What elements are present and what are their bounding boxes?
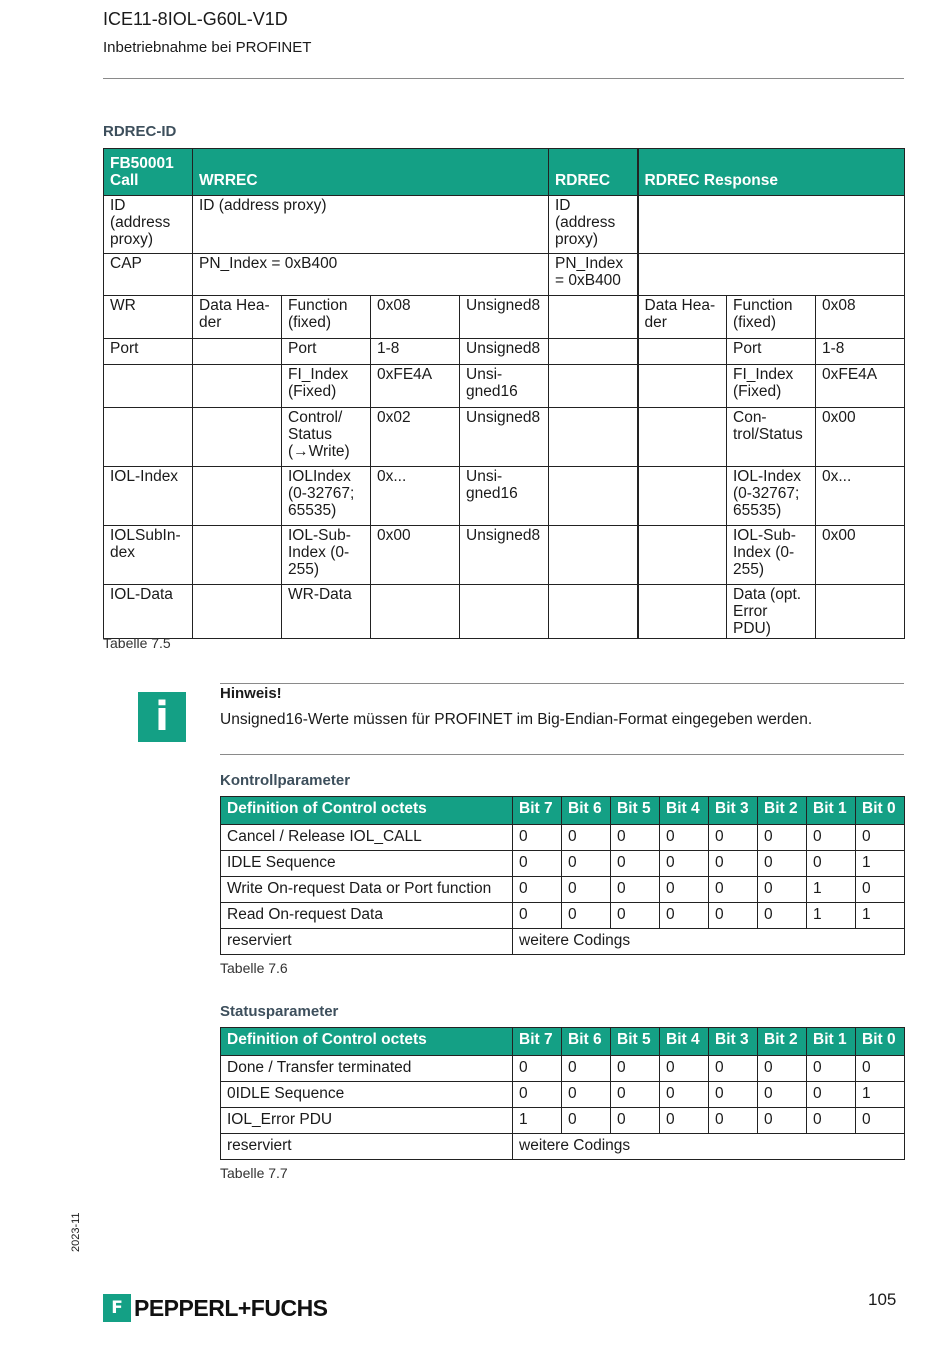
control-params-table (220, 796, 905, 955)
bit-cell: 0 (709, 851, 758, 877)
row-label: Write On-request Data or Port function (221, 877, 513, 903)
bit-cell: 0 (856, 1108, 905, 1134)
logo-mark-icon: F (103, 1294, 131, 1322)
header-bit-1: Bit 1 (807, 797, 856, 825)
header-bit-3: Bit 3 (709, 1028, 758, 1056)
row-label: reserviert (221, 1134, 513, 1160)
header-wrrec: WRREC (193, 149, 549, 196)
table-cell: IOL-Data (104, 585, 193, 639)
row-label: 0IDLE Sequence (221, 1082, 513, 1108)
table-cell: Unsigned8 (460, 296, 549, 339)
bit-cell: 0 (660, 1108, 709, 1134)
note-text: Unsigned16-Werte müssen für PROFINET im Big-Endian-Format eingegeben werden. (220, 711, 813, 728)
bit-cell: 0 (660, 903, 709, 929)
bit-cell: 0 (807, 851, 856, 877)
table-cell: IOLIndex (0-32767; 65535) (282, 467, 371, 526)
table-cell: Port (727, 339, 816, 365)
row-label: Read On-request Data (221, 903, 513, 929)
table-cell (549, 526, 638, 585)
table-cell: 0x00 (816, 526, 905, 585)
table-cell (638, 254, 905, 296)
bit-cell: 0 (660, 1082, 709, 1108)
header-bit-7: Bit 7 (513, 1028, 562, 1056)
table-row (221, 877, 905, 903)
table-cell: ID (address proxy) (549, 196, 638, 254)
header-definition: Definition of Control octets (221, 797, 513, 825)
table-cell: Function (fixed) (727, 296, 816, 339)
bit-cell: 0 (562, 851, 611, 877)
bit-cell: 0 (611, 1056, 660, 1082)
bit-cell: 0 (562, 825, 611, 851)
bit-cell: 1 (513, 1108, 562, 1134)
bit-cell: 0 (660, 877, 709, 903)
bit-cell: 0 (562, 877, 611, 903)
info-icon: i (138, 692, 186, 742)
header-bit-7: Bit 7 (513, 797, 562, 825)
bit-cell: 0 (807, 825, 856, 851)
table-cell: 0x... (371, 467, 460, 526)
table-cell: 0xFE4A (816, 365, 905, 408)
table-cell: 0x00 (816, 408, 905, 467)
bit-cell: 0 (709, 1056, 758, 1082)
table-cell: Unsi-gned16 (460, 365, 549, 408)
table-caption: Tabelle 7.7 (220, 1165, 288, 1181)
table-row (104, 196, 905, 254)
bit-cell: 1 (856, 851, 905, 877)
table-cell (193, 408, 282, 467)
row-label: IDLE Sequence (221, 851, 513, 877)
table-cell (638, 196, 905, 254)
table-cell: Function (fixed) (282, 296, 371, 339)
table-cell (193, 365, 282, 408)
table-cell: IOL-Sub-Index (0-255) (282, 526, 371, 585)
table-cell: IOL-Sub-Index (0-255) (727, 526, 816, 585)
bit-cell: 0 (611, 877, 660, 903)
table-cell: ID (address proxy) (193, 196, 549, 254)
note-title: Hinweis! (220, 685, 282, 702)
row-label: IOL_Error PDU (221, 1108, 513, 1134)
table-cell: ID (address proxy) (104, 196, 193, 254)
bit-cell: 0 (513, 1056, 562, 1082)
header-bit-6: Bit 6 (562, 797, 611, 825)
table-cell: Unsigned8 (460, 526, 549, 585)
row-label: reserviert (221, 929, 513, 955)
table-cell (638, 585, 727, 639)
header-bit-3: Bit 3 (709, 797, 758, 825)
bit-cell: 0 (758, 903, 807, 929)
bit-cell: 1 (807, 877, 856, 903)
status-params-table (220, 1027, 905, 1160)
table-cell: 1-8 (371, 339, 460, 365)
bit-cell: 1 (856, 1082, 905, 1108)
table-cell (371, 585, 460, 639)
bit-cell: 0 (513, 851, 562, 877)
table-row (221, 929, 905, 955)
note-top-divider (220, 683, 904, 684)
table-cell (549, 408, 638, 467)
table-cell (638, 467, 727, 526)
bit-cell: 0 (807, 1108, 856, 1134)
header-bit-2: Bit 2 (758, 797, 807, 825)
header-bit-6: Bit 6 (562, 1028, 611, 1056)
bit-cell: 0 (611, 1108, 660, 1134)
table-cell: IOL-Index (0-32767; 65535) (727, 467, 816, 526)
table-cell (193, 467, 282, 526)
header-bit-0: Bit 0 (856, 797, 905, 825)
bit-cell: 0 (562, 903, 611, 929)
table-cell (549, 365, 638, 408)
bit-cell: 0 (660, 825, 709, 851)
bit-cell: 1 (856, 903, 905, 929)
bit-cell: 0 (856, 1056, 905, 1082)
table-cell: Data (opt. Error PDU) (727, 585, 816, 639)
table-row (104, 526, 905, 585)
row-label: Cancel / Release IOL_CALL (221, 825, 513, 851)
bit-cell: 0 (513, 825, 562, 851)
table-cell: FI_Index (Fixed) (282, 365, 371, 408)
bit-cell: 0 (709, 1108, 758, 1134)
table-row (221, 1082, 905, 1108)
control-params-heading: Kontrollparameter (220, 772, 351, 789)
table-cell: FI_Index (Fixed) (727, 365, 816, 408)
table-cell (638, 526, 727, 585)
bit-cell: 0 (758, 1082, 807, 1108)
table-cell (816, 585, 905, 639)
rdrec-id-heading: RDREC-ID (103, 123, 177, 140)
table-row (221, 851, 905, 877)
table-cell: 0x08 (371, 296, 460, 339)
header-rdrec-response: RDREC Response (638, 149, 905, 196)
table-row (104, 339, 905, 365)
bit-cell: 0 (513, 1082, 562, 1108)
table-cell (549, 467, 638, 526)
bit-cell: 0 (660, 851, 709, 877)
bit-cell: 0 (709, 1082, 758, 1108)
table-row (221, 1108, 905, 1134)
bit-cell: 0 (513, 877, 562, 903)
table-cell: Unsigned8 (460, 339, 549, 365)
company-logo (103, 1293, 328, 1323)
bit-cell: 0 (562, 1108, 611, 1134)
bit-cell: 0 (513, 903, 562, 929)
table-cell: 0x... (816, 467, 905, 526)
bit-cell: 0 (660, 1056, 709, 1082)
bit-cell: 0 (611, 903, 660, 929)
bit-cell: 0 (611, 851, 660, 877)
table-header-row (104, 149, 905, 196)
table-row (104, 408, 905, 467)
bit-cell: 0 (758, 825, 807, 851)
header-rdrec: RDREC (549, 149, 638, 196)
bit-cell: 0 (758, 1056, 807, 1082)
table-cell (193, 339, 282, 365)
header-bit-5: Bit 5 (611, 797, 660, 825)
table-cell: WR-Data (282, 585, 371, 639)
table-cell (549, 296, 638, 339)
table-cell: 0xFE4A (371, 365, 460, 408)
logo-text: PEPPERL+FUCHS (134, 1294, 328, 1321)
table-row (221, 903, 905, 929)
table-cell (638, 339, 727, 365)
table-row (104, 296, 905, 339)
table-cell (104, 408, 193, 467)
header-divider (103, 78, 904, 79)
document-subtitle: Inbetriebnahme bei PROFINET (103, 39, 312, 56)
bit-cell: 0 (807, 1082, 856, 1108)
page-number: 105 (868, 1290, 897, 1309)
table-cell: Port (282, 339, 371, 365)
table-row (104, 254, 905, 296)
table-cell: Port (104, 339, 193, 365)
status-params-heading: Statusparameter (220, 1003, 339, 1020)
table-header-row (221, 1028, 905, 1056)
bit-cell: 0 (856, 877, 905, 903)
header-bit-4: Bit 4 (660, 1028, 709, 1056)
bit-cell: 0 (611, 1082, 660, 1108)
bit-cell: 0 (611, 825, 660, 851)
reserved-value: weitere Codings (513, 1134, 905, 1160)
table-row (104, 365, 905, 408)
header-bit-4: Bit 4 (660, 797, 709, 825)
table-cell: Control/ Status (→Write) (282, 408, 371, 467)
bit-cell: 0 (856, 825, 905, 851)
note-bottom-divider (220, 754, 904, 755)
bit-cell: 0 (807, 1056, 856, 1082)
table-caption: Tabelle 7.5 (103, 635, 171, 651)
table-cell: Data Hea-der (193, 296, 282, 339)
bit-cell: 0 (709, 825, 758, 851)
table-cell: 0x08 (816, 296, 905, 339)
table-row (104, 467, 905, 526)
header-fb50001-call: FB50001 Call (104, 149, 193, 196)
table-header-row (221, 797, 905, 825)
table-cell: 0x00 (371, 526, 460, 585)
table-cell: PN_Index = 0xB400 (549, 254, 638, 296)
bit-cell: 0 (562, 1056, 611, 1082)
header-definition: Definition of Control octets (221, 1028, 513, 1056)
table-cell: IOLSubIn-dex (104, 526, 193, 585)
reserved-value: weitere Codings (513, 929, 905, 955)
table-cell (638, 365, 727, 408)
header-bit-0: Bit 0 (856, 1028, 905, 1056)
bit-cell: 0 (709, 877, 758, 903)
table-caption: Tabelle 7.6 (220, 960, 288, 976)
table-cell (549, 585, 638, 639)
table-cell (193, 526, 282, 585)
table-cell: CAP (104, 254, 193, 296)
table-cell: 0x02 (371, 408, 460, 467)
bit-cell: 0 (709, 903, 758, 929)
table-row (221, 825, 905, 851)
bit-cell: 1 (807, 903, 856, 929)
table-cell: IOL-Index (104, 467, 193, 526)
table-cell: Unsi-gned16 (460, 467, 549, 526)
table-cell: Data Hea-der (638, 296, 727, 339)
header-bit-2: Bit 2 (758, 1028, 807, 1056)
table-row (104, 585, 905, 639)
table-cell (460, 585, 549, 639)
bit-cell: 0 (562, 1082, 611, 1108)
rdrec-id-table (103, 148, 905, 639)
header-bit-1: Bit 1 (807, 1028, 856, 1056)
bit-cell: 0 (758, 851, 807, 877)
table-cell (193, 585, 282, 639)
bit-cell: 0 (758, 877, 807, 903)
table-cell (104, 365, 193, 408)
table-cell (549, 339, 638, 365)
document-title: ICE11-8IOL-G60L-V1D (103, 9, 288, 29)
edition-date: 2023-11 (70, 1212, 82, 1252)
table-cell (638, 408, 727, 467)
bit-cell: 0 (758, 1108, 807, 1134)
header-bit-5: Bit 5 (611, 1028, 660, 1056)
row-label: Done / Transfer terminated (221, 1056, 513, 1082)
table-row (221, 1134, 905, 1160)
table-cell: Con-trol/Status (727, 408, 816, 467)
table-row (221, 1056, 905, 1082)
table-cell: WR (104, 296, 193, 339)
table-cell: PN_Index = 0xB400 (193, 254, 549, 296)
table-cell: 1-8 (816, 339, 905, 365)
table-cell: Unsigned8 (460, 408, 549, 467)
